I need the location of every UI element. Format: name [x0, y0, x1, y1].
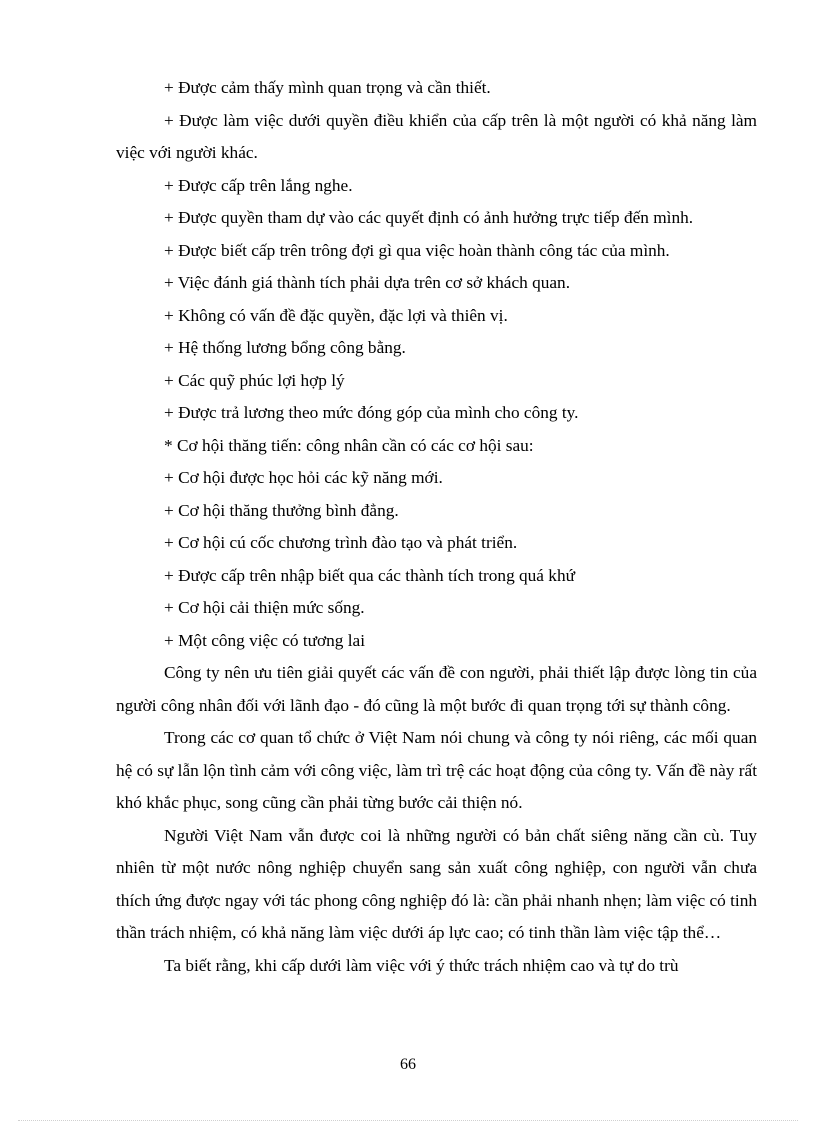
paragraph-organizations: Trong các cơ quan tổ chức ở Việt Nam nói chung và công ty nói riêng, các mối quan hệ có sự lẫn lộn tình cảm với công việc, làm trì trệ các hoạt động của công ty. Vấn đề này rất khó khắc phục, song cũng cần phải từng bước cải thiện nó. — [116, 728, 757, 812]
paragraph-trust: Công ty nên ưu tiên giải quyết các vấn đề con người, phải thiết lập được lòng tin của người công nhân đối với lãnh đạo - đó cũng là một bước đi quan trọng tới sự thành công. — [116, 663, 757, 715]
list-item: + Được cảm thấy mình quan trọng và cần thiết. — [164, 78, 491, 97]
list-item: + Việc đánh giá thành tích phải dựa trên cơ sở khách quan. — [164, 273, 571, 292]
list-item: + Cơ hội cải thiện mức sống. — [164, 598, 365, 617]
list-item: + Cơ hội được học hỏi các kỹ năng mới. — [164, 468, 443, 487]
list-item: + Hệ thống lương bổng công bằng. — [164, 338, 406, 357]
list-item: + Được cấp trên lắng nghe. — [164, 175, 353, 195]
page-number: 66 — [400, 1056, 416, 1073]
list-item: + Không có vấn đề đặc quyền, đặc lợi và thiên vị. — [164, 305, 508, 325]
footer-divider — [18, 1120, 798, 1121]
list-item: + Được quyền tham dự vào các quyết định có ảnh hưởng trực tiếp đến mình. — [164, 208, 694, 227]
paragraph-last: Ta biết rằng, khi cấp dưới làm việc với ý thức trách nhiệm cao và tự do trù — [164, 955, 679, 975]
page-body — [116, 72, 757, 982]
list-item: + Được trả lương theo mức đóng góp của mình cho công ty. — [164, 403, 579, 422]
list-item: + Được cấp trên nhập biết qua các thành tích trong quá khứ — [164, 565, 575, 585]
section-heading-promotion: * Cơ hội thăng tiến: công nhân cần có các cơ hội sau: — [164, 435, 534, 455]
list-item: + Các quỹ phúc lợi hợp lý — [164, 370, 345, 390]
list-item-leader: + Được làm việc dưới quyền điều khiển của cấp trên là một người có khả năng làm việc với người khác. — [116, 110, 757, 162]
list-item: + Một công việc có tương lai — [164, 630, 366, 650]
list-item: + Cơ hội cú cốc chương trình đào tạo và phát triển. — [164, 533, 518, 552]
paragraph-vietnamese-people: Người Việt Nam vẫn được coi là những người có bản chất siêng năng cần cù. Tuy nhiên từ một nước nông nghiệp chuyển sang sản xuất công nghiệp, con người vẫn chưa thích ứng được ngay với tác phong công nghiệp đó là: cần phải nhanh nhẹn; làm việc có tinh thần trách nhiệm, có khả năng làm việc dưới áp lực cao; có tinh thần làm việc tập thể… — [116, 825, 757, 942]
list-item: + Cơ hội thăng thưởng bình đẳng. — [164, 500, 399, 520]
list-item: + Được biết cấp trên trông đợi gì qua việc hoàn thành công tác của mình. — [164, 240, 670, 260]
